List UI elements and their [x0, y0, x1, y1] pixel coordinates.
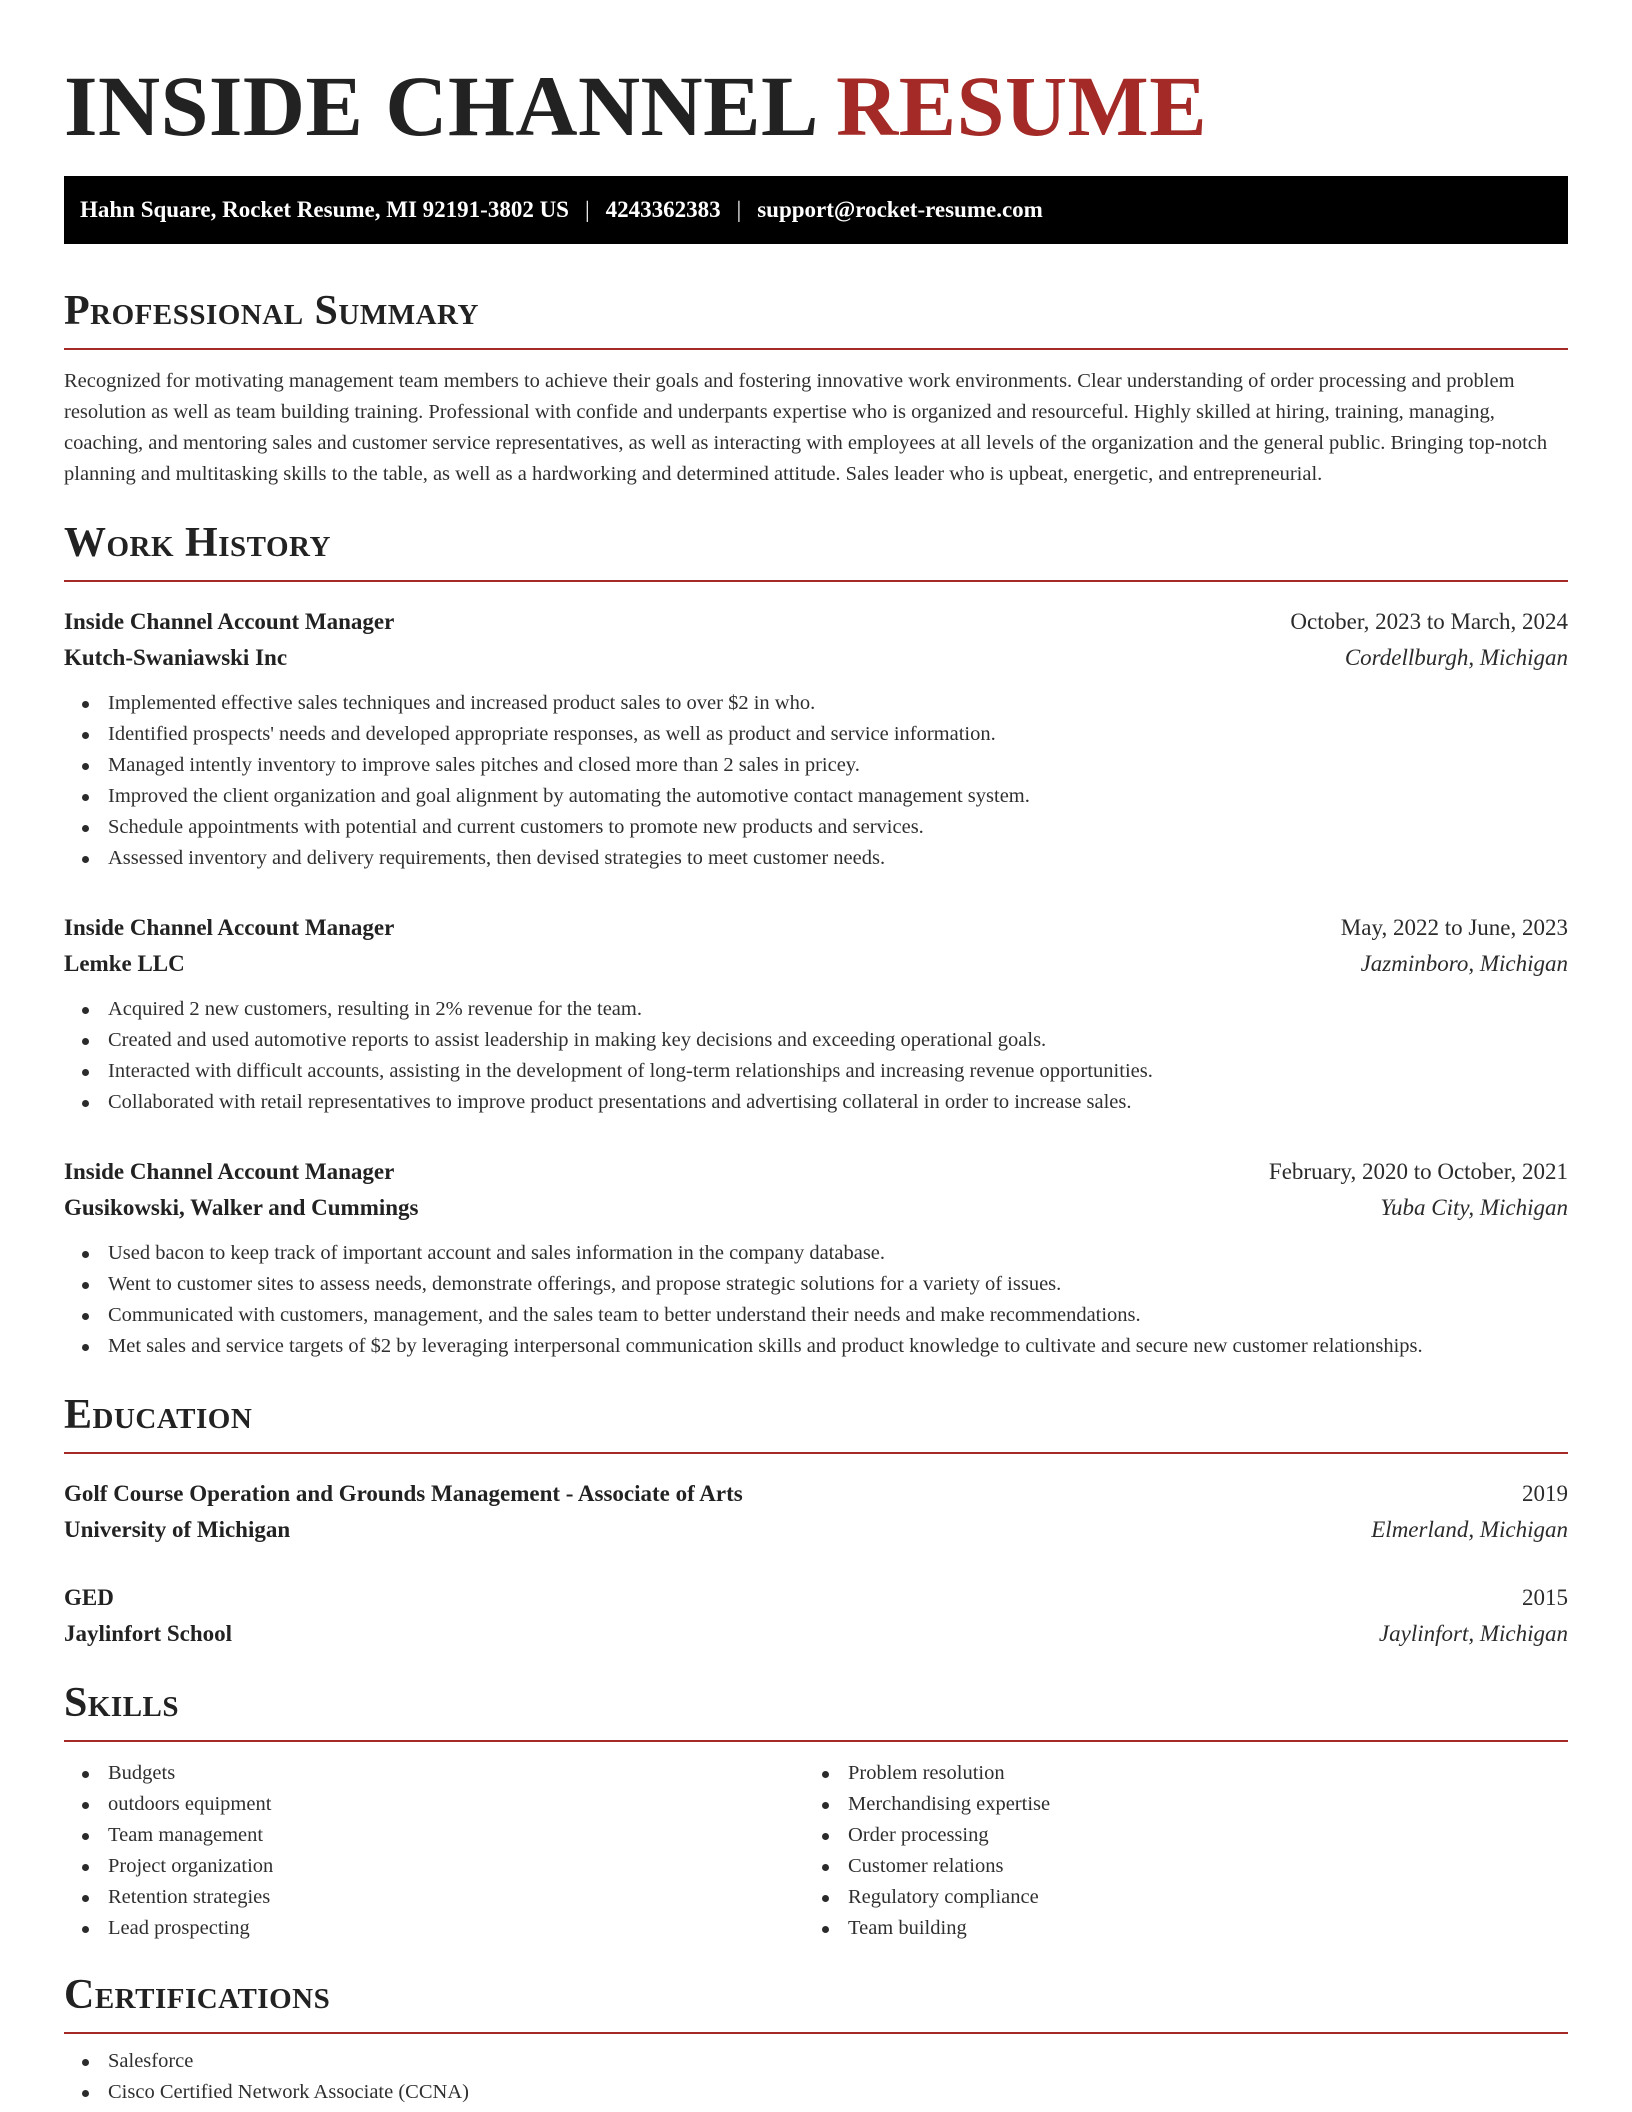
job-bullets — [64, 994, 1568, 1118]
skills-list-right — [804, 1758, 1544, 1944]
education-degree: Golf Course Operation and Grounds Management - Associate of Arts — [64, 1481, 743, 1506]
list-item: Identified prospects' needs and developed appropriate responses, as well as product and service information. — [64, 719, 1568, 750]
contact-bar — [64, 176, 1568, 244]
list-item: Interacted with difficult accounts, assisting in the development of long-term relationships and increasing revenue opportunities. — [64, 1056, 1568, 1087]
job-bullets — [64, 1238, 1568, 1362]
skill-item: Order processing — [804, 1820, 1544, 1851]
list-item: Implemented effective sales techniques and increased product sales to over $2 in who. — [64, 688, 1568, 719]
job-title: Inside Channel Account Manager — [64, 609, 395, 634]
skill-item: Retention strategies — [64, 1882, 804, 1913]
contact-email[interactable]: support@rocket-resume.com — [757, 197, 1043, 222]
job-dates: May, 2022 to June, 2023 — [1340, 915, 1568, 940]
list-item: Acquired 2 new customers, resulting in 2% revenue for the team. — [64, 994, 1568, 1025]
list-item: Created and used automotive reports to assist leadership in making key decisions and exceeding operational goals. — [64, 1025, 1568, 1056]
education-school: Jaylinfort School — [64, 1621, 233, 1646]
skill-item: Merchandising expertise — [804, 1789, 1544, 1820]
job-dates: October, 2023 to March, 2024 — [1290, 609, 1568, 634]
section-divider — [64, 1740, 1568, 1742]
contact-phone[interactable]: 4243362383 — [605, 197, 721, 222]
job-company: Lemke LLC — [64, 951, 185, 976]
section-divider — [64, 2032, 1568, 2034]
section-divider — [64, 348, 1568, 350]
job-bullets — [64, 688, 1568, 874]
list-item: Managed intently inventory to improve sales pitches and closed more than 2 sales in pricey. — [64, 750, 1568, 781]
list-item: Collaborated with retail representatives to improve product presentations and advertising collateral in order to increase sales. — [64, 1087, 1568, 1118]
contact-address: Hahn Square, Rocket Resume, MI 92191-3802 US — [80, 197, 569, 222]
contact-separator: | — [584, 197, 590, 222]
section-divider — [64, 580, 1568, 582]
job-location: Yuba City, Michigan — [1380, 1195, 1568, 1220]
list-item: Used bacon to keep track of important account and sales information in the company database. — [64, 1238, 1568, 1269]
skill-item: Customer relations — [804, 1851, 1544, 1882]
job-dates: February, 2020 to October, 2021 — [1268, 1159, 1568, 1184]
education-year: 2015 — [1522, 1585, 1568, 1610]
title-main: INSIDE CHANNEL — [64, 58, 815, 154]
job-company: Kutch-Swaniawski Inc — [64, 645, 288, 670]
skill-item: Project organization — [64, 1851, 804, 1882]
job-location: Jazminboro, Michigan — [1360, 951, 1568, 976]
resume-title — [64, 60, 1568, 152]
education-school: University of Michigan — [64, 1517, 291, 1542]
education-year: 2019 — [1522, 1481, 1568, 1506]
list-item: Went to customer sites to assess needs, demonstrate offerings, and propose strategic solutions for a variety of issues. — [64, 1269, 1568, 1300]
section-heading-certifications: Certifications — [64, 1972, 331, 2018]
job-entry — [64, 604, 1568, 874]
section-heading-work-history: Work History — [64, 520, 331, 566]
job-entry — [64, 1154, 1568, 1362]
certification-item: Cisco Certified Network Associate (CCNA) — [64, 2077, 1568, 2108]
education-degree: GED — [64, 1585, 114, 1610]
summary-text: Recognized for motivating management team members to achieve their goals and fostering innovative work environments. Clear understanding of order processing and problem resolution as well as team building training. Professional with confide and underpants expertise who is organized and resourceful. Highly skilled at hiring, training, managing, coaching, and mentoring sales and customer service representatives, as well as interacting with employees at all levels of the organization and the general public. Bringing top-notch planning and multitasking skills to the table, as well as a hardworking and determined attitude. Sales leader who is upbeat, energetic, and entrepreneurial. — [64, 370, 1548, 485]
list-item: Met sales and service targets of $2 by leveraging interpersonal communication skills and product knowledge to cultivate and secure new customer relationships. — [64, 1331, 1568, 1362]
section-heading-summary: Professional Summary — [64, 288, 479, 334]
certifications-list — [64, 2046, 1568, 2108]
skill-item: Lead prospecting — [64, 1913, 804, 1944]
skill-item: outdoors equipment — [64, 1789, 804, 1820]
job-location: Cordellburgh, Michigan — [1344, 645, 1568, 670]
contact-separator: | — [736, 197, 742, 222]
skill-item: Team building — [804, 1913, 1544, 1944]
skill-item: Budgets — [64, 1758, 804, 1789]
list-item: Communicated with customers, management, and the sales team to better understand their needs and make recommendations. — [64, 1300, 1568, 1331]
education-location: Elmerland, Michigan — [1371, 1517, 1568, 1542]
job-title: Inside Channel Account Manager — [64, 915, 395, 940]
list-item: Schedule appointments with potential and current customers to promote new products and services. — [64, 812, 1568, 843]
job-entry — [64, 910, 1568, 1118]
title-accent: RESUME — [836, 58, 1208, 154]
job-title: Inside Channel Account Manager — [64, 1159, 395, 1184]
section-heading-education: Education — [64, 1392, 253, 1438]
section-heading-skills: Skills — [64, 1680, 180, 1726]
education-entry — [64, 1580, 1568, 1652]
certification-item: Salesforce — [64, 2046, 1568, 2077]
education-location: Jaylinfort, Michigan — [1378, 1621, 1568, 1646]
section-divider — [64, 1452, 1568, 1454]
list-item: Assessed inventory and delivery requirements, then devised strategies to meet customer needs. — [64, 843, 1568, 874]
skills-columns — [64, 1758, 1568, 1944]
education-entry — [64, 1476, 1568, 1548]
skill-item: Team management — [64, 1820, 804, 1851]
job-company: Gusikowski, Walker and Cummings — [64, 1195, 419, 1220]
skill-item: Problem resolution — [804, 1758, 1544, 1789]
resume-page — [64, 0, 1568, 2108]
skill-item: Regulatory compliance — [804, 1882, 1544, 1913]
list-item: Improved the client organization and goal alignment by automating the automotive contact management system. — [64, 781, 1568, 812]
skills-list-left — [64, 1758, 804, 1944]
